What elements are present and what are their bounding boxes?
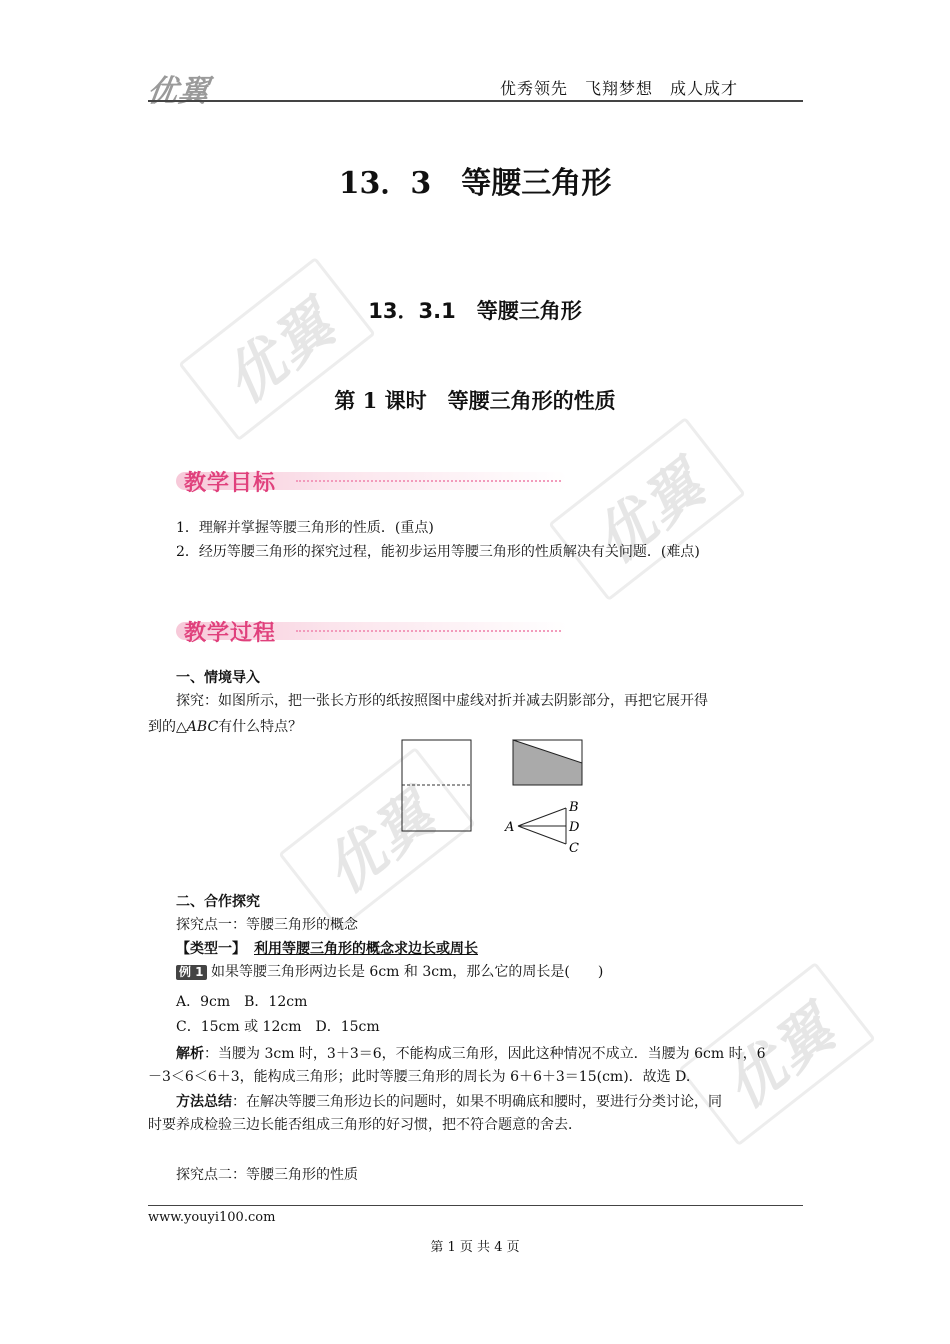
part2-heading: 二、合作探究 bbox=[176, 894, 260, 910]
header-rule bbox=[148, 100, 803, 102]
lesson-title: 第 1 课时 等腰三角形的性质 bbox=[334, 388, 616, 413]
footer-rule bbox=[148, 1205, 803, 1206]
type1-title: 利用等腰三角形的概念求边长或周长 bbox=[254, 941, 478, 957]
intro-line2: 到的△ABC有什么特点？ bbox=[148, 719, 303, 735]
goal-item: 1．理解并掌握等腰三角形的性质．(重点) bbox=[176, 520, 434, 536]
footer-url: www.youyi100.com bbox=[148, 1210, 276, 1225]
summary-line2: 时要养成检验三边长能否组成三角形的好习惯，把不符合题意的舍去． bbox=[148, 1117, 582, 1133]
watermark: 优翼 bbox=[560, 460, 734, 558]
type1-tag: 【类型一】 bbox=[176, 941, 246, 957]
fold-figure bbox=[395, 735, 595, 860]
chapter-title: 13．3 等腰三角形 bbox=[338, 166, 612, 201]
goal-item: 2．经历等腰三角形的探究过程，能初步运用等腰三角形的性质解决有关问题．(难点) bbox=[176, 544, 700, 560]
label-c: C bbox=[569, 841, 579, 856]
explore-point-2: 探究点二：等腰三角形的性质 bbox=[176, 1167, 358, 1183]
summary-label: 方法总结 bbox=[176, 1094, 232, 1110]
example-1 bbox=[176, 961, 603, 983]
process-banner-label: 教学过程 bbox=[184, 621, 277, 646]
solution-line1: 解析：当腰为 3cm 时，3＋3＝6，不能构成三角形，因此这种情况不成立．当腰为 6cm 时，6 bbox=[176, 1046, 766, 1062]
options-ab: A．9cm B．12cm bbox=[176, 994, 308, 1010]
triangle-name: ABC bbox=[186, 719, 219, 735]
triangle-side-ac bbox=[518, 826, 566, 844]
explore-point-1: 探究点一：等腰三角形的概念 bbox=[176, 917, 358, 933]
intro-line1: 探究：如图所示，把一张长方形的纸按照图中虚线对折并减去阴影部分，再把它展开得 bbox=[176, 693, 708, 709]
brand-logo: 优翼 bbox=[145, 74, 212, 109]
solution-line2: －3＜6＜6＋3，能构成三角形；此时等腰三角形的周长为 6＋6＋3＝15(cm)．故选 D. bbox=[148, 1069, 691, 1085]
type1-line bbox=[176, 938, 478, 960]
section-title: 13．3.1 等腰三角形 bbox=[368, 299, 582, 323]
summary-line1: 方法总结：在解决等腰三角形边长的问题时，如果不明确底和腰时，要进行分类讨论，同 bbox=[176, 1094, 722, 1110]
example-question: 如果等腰三角形两边长是 6cm 和 3cm，那么它的周长是( ) bbox=[210, 964, 604, 980]
solution-label: 解析 bbox=[176, 1046, 204, 1062]
goals-banner-label: 教学目标 bbox=[184, 471, 277, 496]
example-badge: 例 1 bbox=[176, 965, 207, 980]
watermark: 优翼 bbox=[690, 1005, 864, 1103]
process-banner bbox=[176, 616, 568, 646]
watermark: 优翼 bbox=[290, 790, 464, 888]
label-a: A bbox=[505, 820, 515, 835]
label-b: B bbox=[569, 800, 579, 815]
goals-banner bbox=[176, 466, 568, 496]
label-d: D bbox=[569, 820, 580, 835]
part1-heading: 一、情境导入 bbox=[176, 670, 260, 686]
options-cd: C．15cm 或 12cm D．15cm bbox=[176, 1019, 380, 1035]
header-slogan: 优秀领先 飞翔梦想 成人成才 bbox=[500, 79, 739, 98]
page-number: 第 1 页 共 4 页 bbox=[430, 1240, 520, 1255]
watermark: 优翼 bbox=[190, 300, 364, 398]
triangle-side-ab bbox=[518, 808, 566, 826]
